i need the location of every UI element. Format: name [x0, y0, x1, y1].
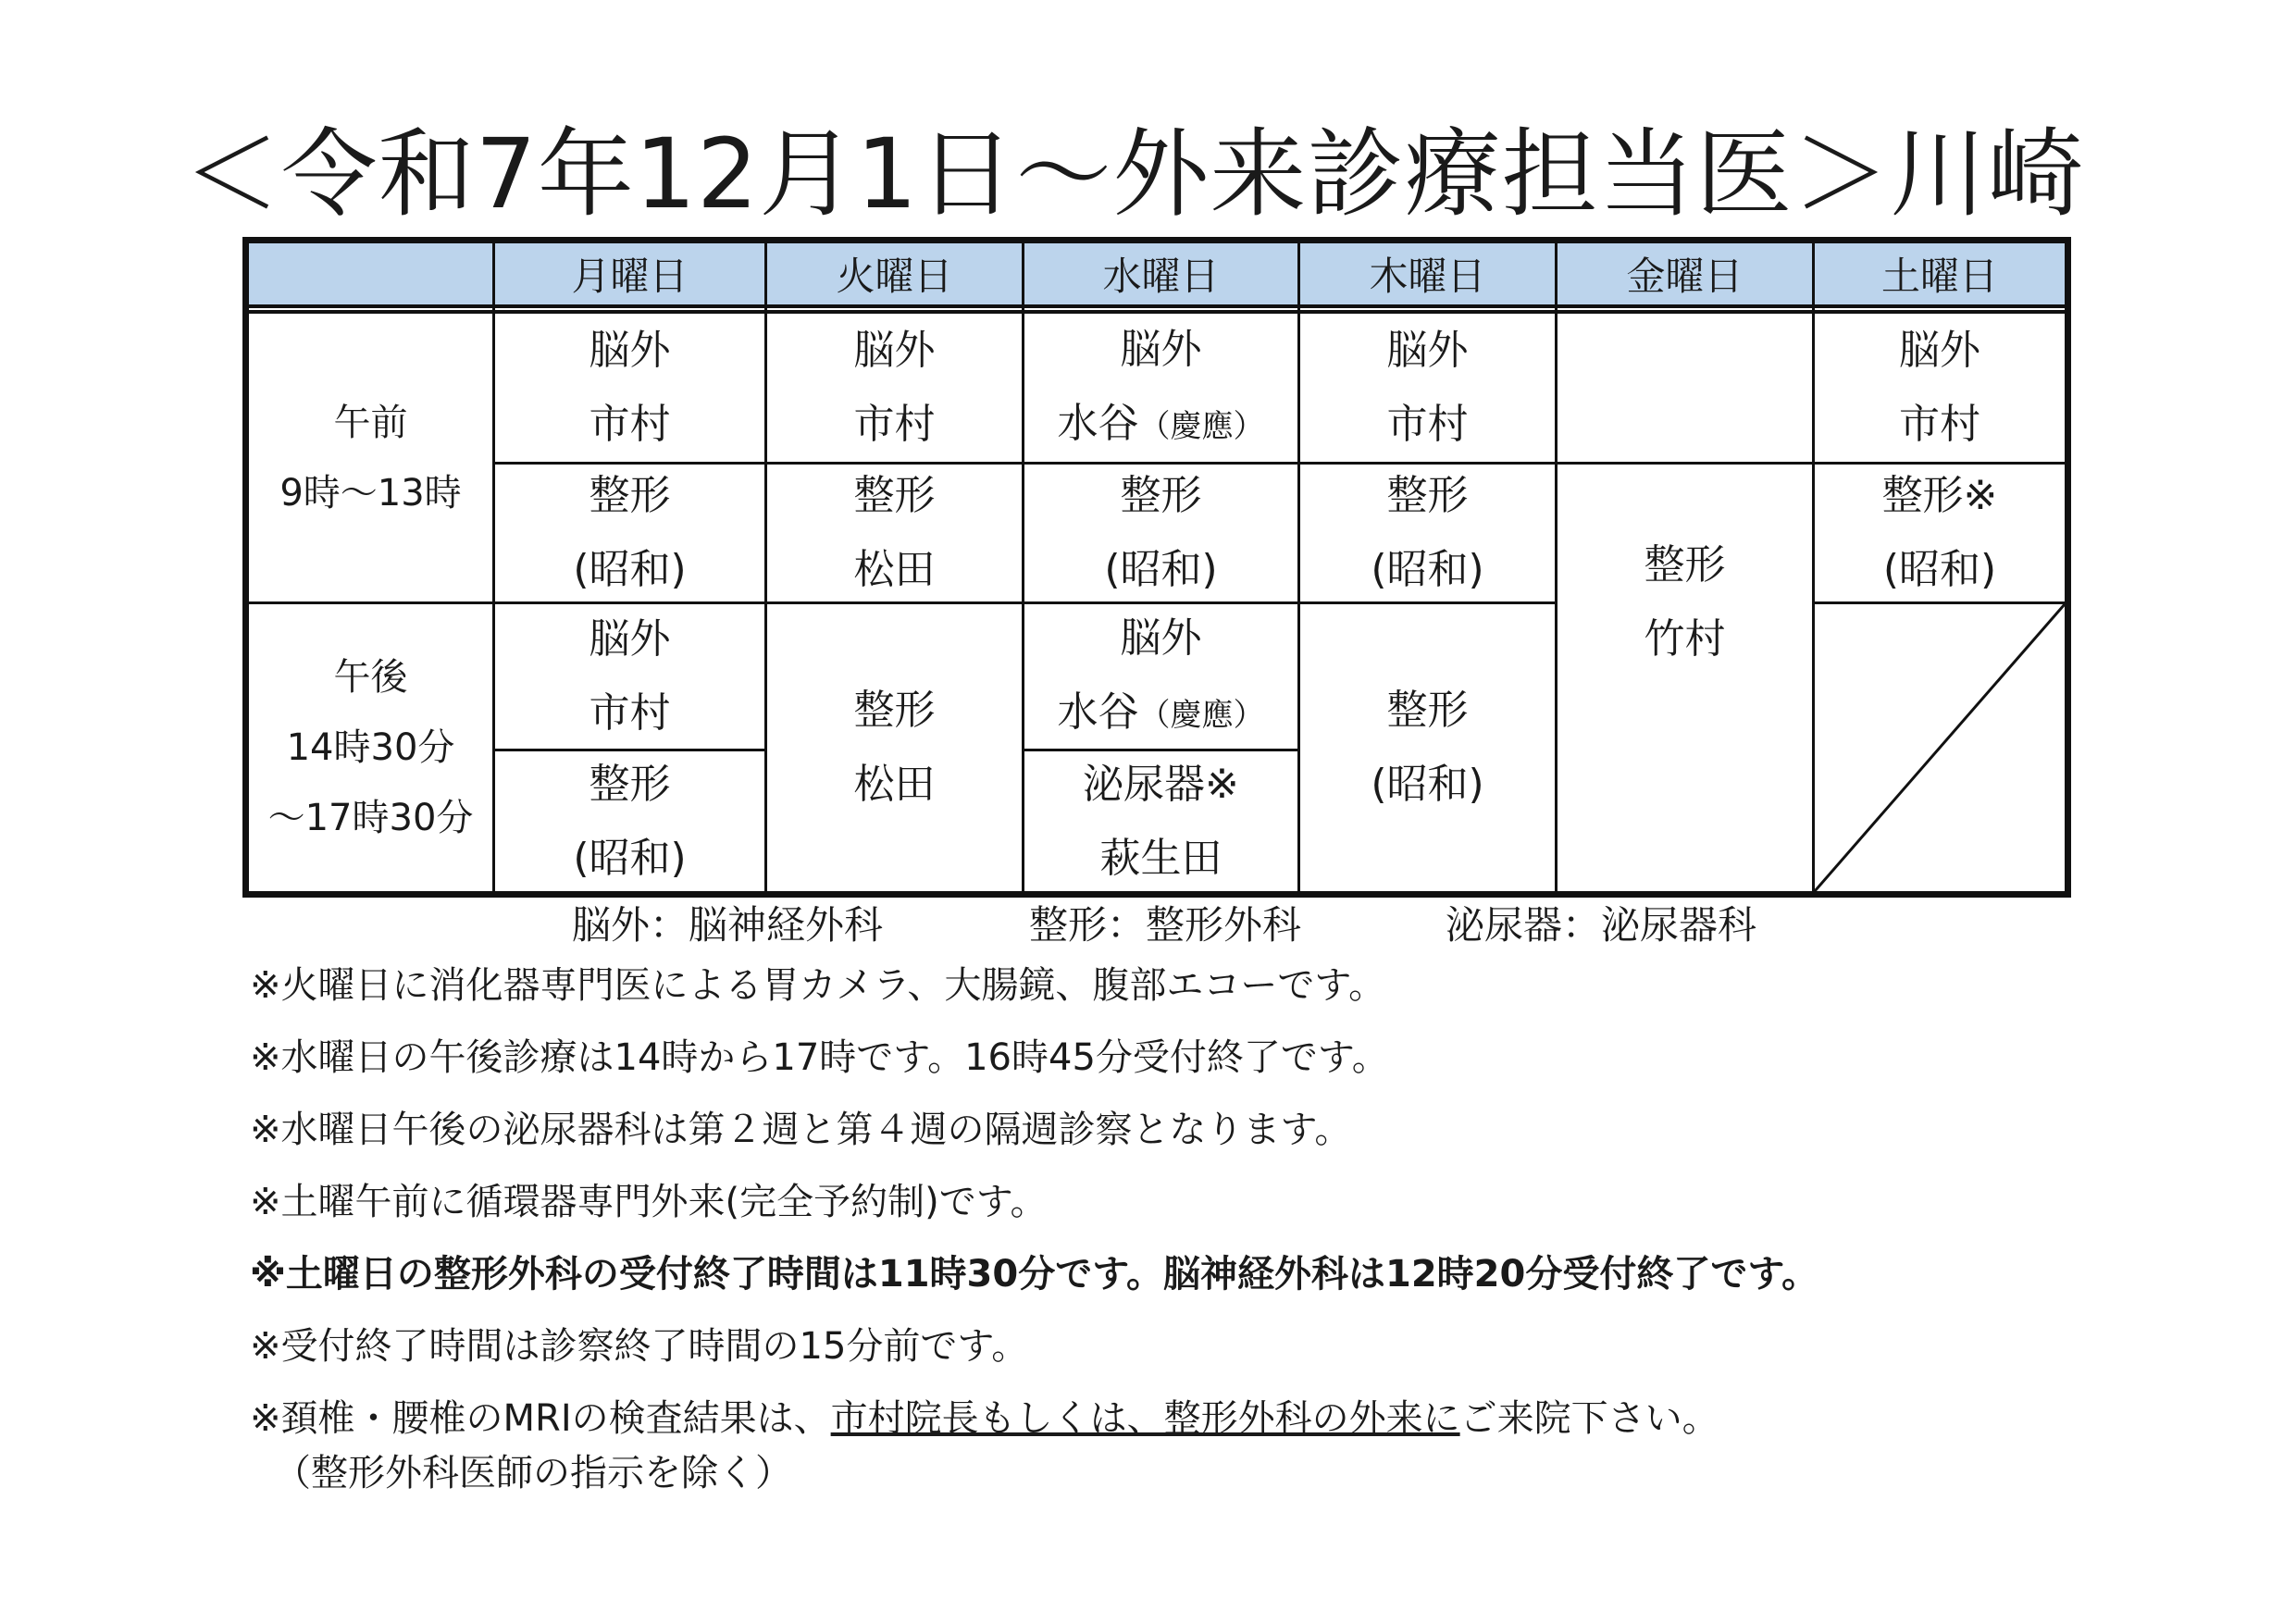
- note-mri-results: [250, 1382, 1818, 1455]
- dept: 整形: [1120, 472, 1202, 519]
- dept: 整形: [1386, 472, 1469, 519]
- note-saturday-cardiology: ※土曜午前に循環器専門外来(完全予約制)です。: [250, 1181, 1048, 1223]
- closed-slot-diagonal: [1815, 604, 2065, 891]
- doctor: 市村: [1899, 401, 1980, 448]
- dept: 泌尿器※: [1083, 760, 1239, 808]
- period-pm: [249, 604, 492, 891]
- legend-urology: 泌尿器：泌尿器科: [1446, 902, 1757, 948]
- note-reception-end: ※受付終了時間は診察終了時間の15分前です。: [250, 1325, 1029, 1368]
- tue-am-slot1: [767, 314, 1022, 462]
- wed-pm-slot2: [1024, 751, 1297, 891]
- doctor-name: 水谷: [1057, 688, 1139, 736]
- affiliation: （慶應）: [1138, 407, 1265, 445]
- doctor-name: 水谷: [1057, 399, 1139, 447]
- day-header-thu: 木曜日: [1369, 254, 1486, 299]
- sat-am-slot2: [1815, 465, 2065, 601]
- day-header-mon: 月曜日: [571, 254, 689, 299]
- notes-list: [250, 949, 1818, 1501]
- legend-orthopedics: 整形：整形外科: [1029, 902, 1302, 948]
- doctor: (昭和): [573, 834, 687, 882]
- dept: 脳外: [853, 327, 936, 374]
- doctor: (昭和): [1371, 546, 1484, 593]
- dept: 整形: [1644, 541, 1726, 589]
- mri-prefix: ※頚椎・腰椎のMRIの検査結果は、: [250, 1397, 831, 1440]
- mon-pm-slot1: [495, 604, 764, 749]
- note-mri-exception: （整形外科医師の指示を除く）: [274, 1452, 792, 1494]
- doctor: 竹村: [1644, 615, 1726, 663]
- legend-neurosurgery: 脳外：脳神経外科: [572, 902, 884, 948]
- period-am: [249, 314, 492, 601]
- doctor: 市村: [853, 401, 936, 448]
- dept: 整形: [589, 472, 671, 519]
- sat-am-slot1: [1815, 314, 2065, 462]
- dept: 脳外: [589, 615, 671, 663]
- doctor: [1058, 387, 1265, 464]
- mri-underlined: 市村院長もしくは、整形外科の外来に: [830, 1397, 1460, 1440]
- mri-suffix: ご来院下さい。: [1459, 1397, 1719, 1440]
- doctor: (昭和): [1371, 761, 1484, 808]
- note-saturday-reception: ※土曜日の整形外科の受付終了時間は11時30分です。脳神経外科は12時20分受付終了です。: [250, 1253, 1819, 1295]
- dept: 脳外: [1120, 614, 1202, 662]
- doctor: [1058, 676, 1265, 752]
- doctor: (昭和): [1882, 546, 1997, 593]
- mon-pm-slot2: [495, 751, 764, 891]
- doctor: 松田: [853, 761, 936, 808]
- day-header-wed: 水曜日: [1102, 254, 1220, 299]
- doctor: (昭和): [1104, 546, 1218, 593]
- period-am-label: 午前: [333, 401, 408, 444]
- note-wednesday-pm-hours: ※水曜日の午後診療は14時から17時です。16時45分受付終了です。: [250, 1036, 1389, 1079]
- dept: 整形※: [1881, 472, 1998, 519]
- doctor: 市村: [589, 689, 671, 737]
- doctor: 市村: [589, 401, 671, 448]
- note-tuesday-endoscopy: ※火曜日に消化器専門医による胃カメラ、大腸鏡、腹部エコーです。: [250, 964, 1386, 1007]
- period-pm-label: 午後: [333, 656, 408, 699]
- affiliation: （慶應）: [1138, 696, 1265, 734]
- tue-am-slot2: [767, 465, 1022, 601]
- mon-am-slot1: [495, 314, 764, 462]
- note-wednesday-urology: ※水曜日午後の泌尿器科は第２週と第４週の隔週診察となります。: [250, 1109, 1352, 1151]
- dept: 整形: [1386, 687, 1469, 734]
- day-header-fri: 金曜日: [1626, 254, 1744, 299]
- period-pm-end: ～17時30分: [267, 797, 474, 839]
- wed-am-slot1: [1024, 314, 1297, 462]
- period-pm-start: 14時30分: [286, 726, 455, 769]
- dept: 脳外: [1120, 325, 1202, 373]
- dept: 整形: [589, 760, 671, 808]
- page-title: ＜令和7年12月1日～外来診療担当医＞川崎: [183, 118, 2085, 230]
- dept: 脳外: [1899, 327, 1980, 374]
- schedule-table: [242, 237, 2071, 898]
- wed-pm-slot1: [1024, 604, 1297, 749]
- thu-pm-slot: [1300, 604, 1555, 891]
- mon-am-slot2: [495, 465, 764, 601]
- dept: 整形: [853, 472, 936, 519]
- day-header-tue: 火曜日: [836, 254, 953, 299]
- thu-am-slot1: [1300, 314, 1555, 462]
- day-header-sat: 土曜日: [1880, 254, 1998, 299]
- thu-am-slot2: [1300, 465, 1555, 601]
- doctor: (昭和): [573, 546, 687, 593]
- doctor: 萩生田: [1099, 834, 1222, 882]
- doctor: 市村: [1386, 401, 1469, 448]
- dept: 脳外: [589, 327, 671, 374]
- wed-am-slot2: [1024, 465, 1297, 601]
- tue-pm-slot: [767, 604, 1022, 891]
- period-am-hours: 9時～13時: [279, 471, 462, 514]
- doctor: 松田: [853, 546, 936, 593]
- fri-all-day-slot: [1558, 314, 1812, 891]
- dept: 整形: [853, 687, 936, 734]
- dept: 脳外: [1386, 327, 1469, 374]
